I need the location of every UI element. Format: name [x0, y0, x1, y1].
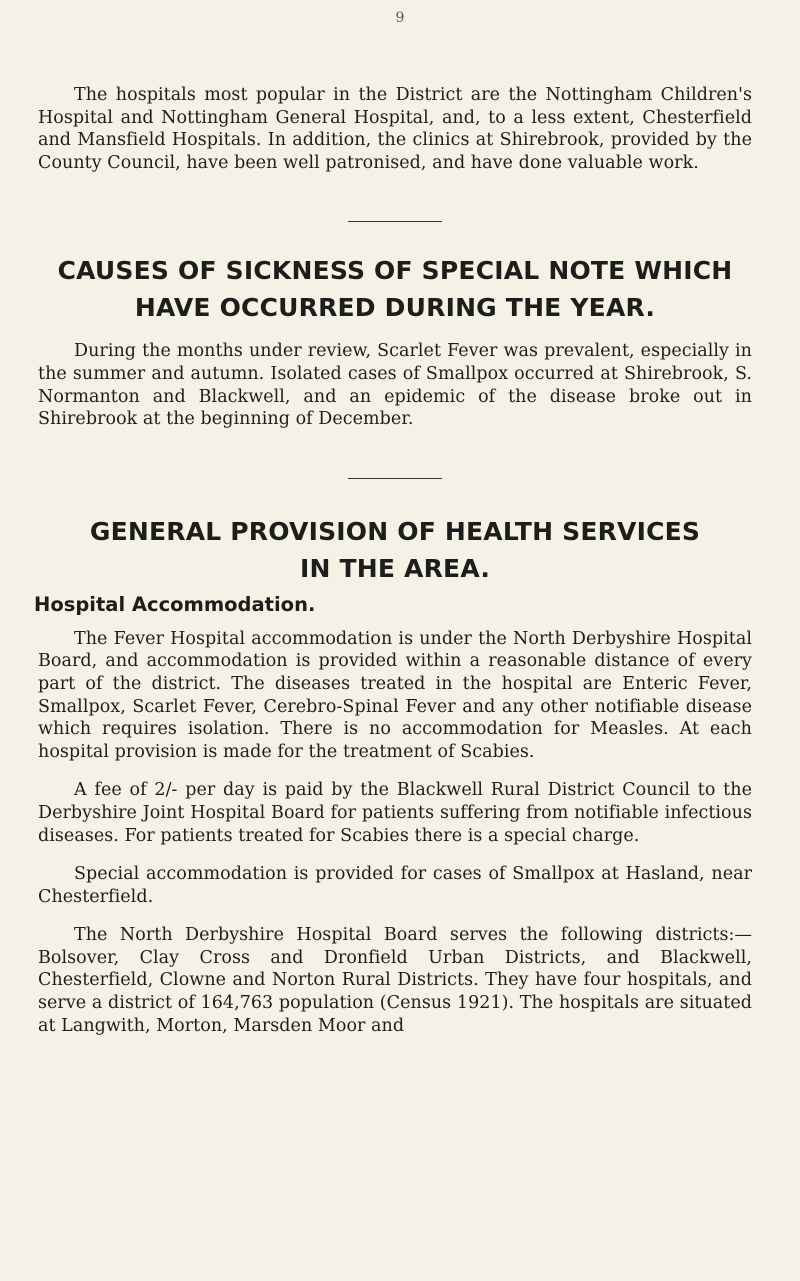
provision-heading [38, 513, 752, 587]
causes-heading-line-2: HAVE OCCURRED DURING THE YEAR. [134, 293, 656, 323]
section-divider [348, 478, 442, 479]
page-content [34, 84, 752, 1037]
fever-hospital-paragraph: The Fever Hospital accommodation is under the North Derbyshire Hospital Board, and accommodation is provided within a reasonable distance of every part of the district. The diseases treated in the hospital are Enteric Fever, Smallpox, Scarlet Fever, Cerebro-Spinal Fever and any other notifiable disease which requires isolation. There is no accommodation for Measles. At each hospital provision is made for the treatment of Scabies. [38, 628, 752, 762]
smallpox-paragraph: Special accommodation is provided for cases of Smallpox at Hasland, near Chesterfield. [38, 864, 752, 907]
provision-heading-line-1: GENERAL PROVISION OF HEALTH SERVICES [89, 516, 701, 546]
page-number: 9 [395, 10, 405, 26]
causes-heading-line-1: CAUSES OF SICKNESS OF SPECIAL NOTE WHICH [57, 256, 733, 286]
intro-paragraph: The hospitals most popular in the District are the Nottingham Children's Hospital and Nottingham General Hospital, and, to a less extent, Chesterfield and Mansfield Hospitals. In addition, the clinics at Shirebrook, provided by the County Council, have been well patronised, and have done valuable work. [38, 85, 752, 173]
fee-paragraph: A fee of 2/- per day is paid by the Blackwell Rural District Council to the Derbyshire Joint Hospital Board for patients suffering from notifiable infectious diseases. For patients treated for Scabies there is a special charge. [38, 780, 752, 846]
causes-heading [38, 252, 752, 326]
hospital-board-paragraph: The North Derbyshire Hospital Board serves the following districts:—Bolsover, Clay Cross and Dronfield Urban Districts, and Blackwell, Chesterfield, Clowne and Norton Rural Districts. They have four hospitals, and serve a district of 164,763 population (Census 1921). The hospitals are situated at Langwith, Morton, Marsden Moor and [38, 925, 752, 1036]
hospital-accommodation-subheading: Hospital Accommodation. [34, 592, 316, 616]
provision-heading-line-2: IN THE AREA. [299, 553, 491, 583]
section-divider [348, 221, 442, 222]
causes-paragraph: During the months under review, Scarlet Fever was prevalent, especially in the summer and autumn. Isolated cases of Smallpox occurred at Shirebrook, S. Normanton and Blackwell, and an epidemic of the disease broke out in Shirebrook at the beginning of December. [38, 341, 752, 430]
